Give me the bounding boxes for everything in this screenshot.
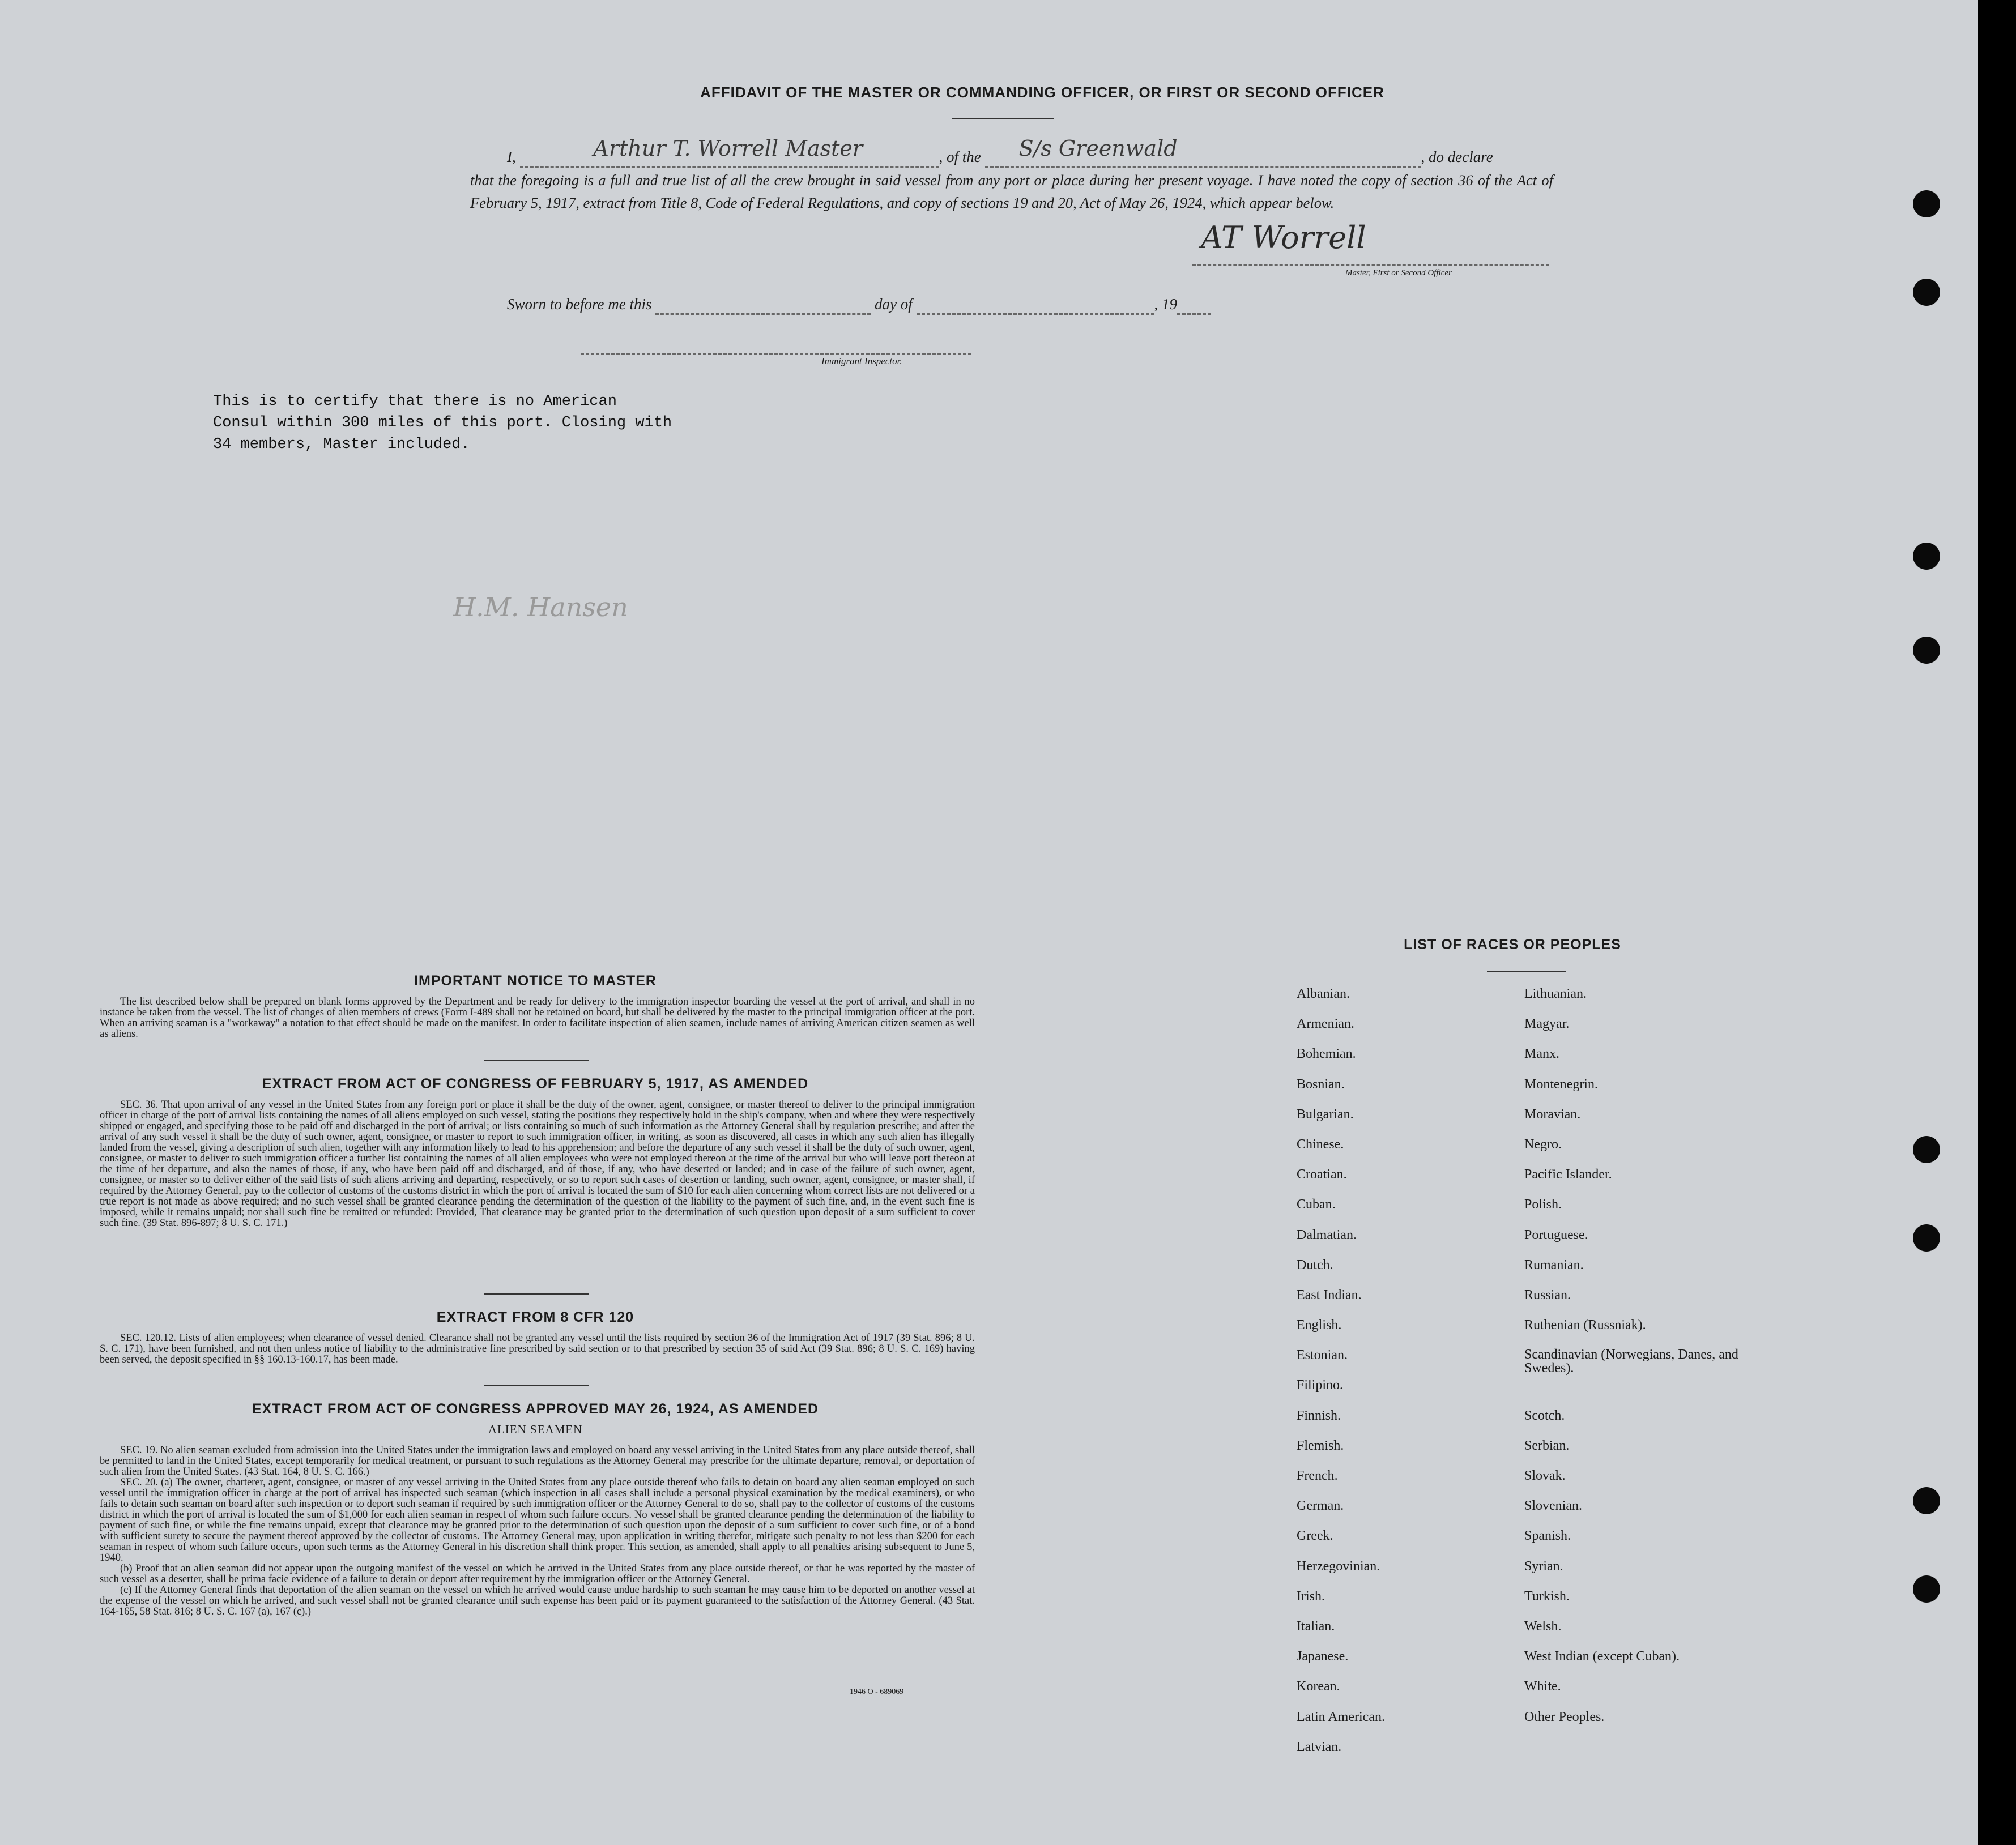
punch-hole [1913,279,1940,306]
sec-20c-paragraph: (c) If the Attorney General finds that deportation of the alien seaman on the vessel on which he arrived would cause undue hardship to such seaman he may cause him to be deported on another vessel at the expense of the vessel on which he arrived, and such vessel shall not be granted clearance until such expense has been paid or its payment guaranteed to the satisfaction of the Attorney General. (43 Stat. 164-165, 58 Stat. 816; 8 U. S. C. 167 (a), 167 (c).) [100,1585,975,1617]
race-item: Finnish. [1297,1408,1341,1423]
race-item: Irish. [1297,1588,1325,1604]
extract-1924-title: EXTRACT FROM ACT OF CONGRESS APPROVED MAY 26, 1924, AS AMENDED [252,1401,819,1417]
race-item: Turkish. [1524,1588,1570,1604]
race-item: White. [1524,1679,1561,1694]
inspector-signature-line [581,342,971,355]
race-item: Pacific Islander. [1524,1167,1612,1182]
of-the-label: , of the [939,148,981,165]
race-item: Syrian. [1524,1558,1563,1574]
punch-hole [1913,543,1940,570]
races-title: LIST OF RACES OR PEOPLES [1404,937,1621,953]
vessel-name-blank [985,136,1421,168]
vessel-name: S/s Greenwald [1018,136,1178,161]
title-separator [952,118,1054,119]
race-item: Italian. [1297,1618,1335,1634]
sworn-label: Sworn to before me this [507,296,652,313]
extract-cfr-text [100,1333,975,1365]
race-item: Russian. [1524,1287,1571,1302]
race-item: Polish. [1524,1197,1562,1212]
race-item: Chinese. [1297,1137,1344,1152]
race-item: Portuguese. [1524,1227,1588,1242]
year-blank [1177,296,1211,315]
inspector-caption: Immigrant Inspector. [821,356,902,366]
race-item: Korean. [1297,1679,1340,1694]
race-item: Flemish. [1297,1438,1344,1453]
race-item: Moravian. [1524,1107,1581,1122]
notice-text [100,997,975,1040]
separator [484,1060,589,1061]
race-item: Scandinavian (Norwegians, Danes, and Swedes). [1524,1347,1738,1376]
typed-line-2: Consul within 300 miles of this port. Closing with [213,415,672,432]
extract-1917-title: EXTRACT FROM ACT OF CONGRESS OF FEBRUARY 5, 1917, AS AMENDED [262,1076,809,1092]
sec-20a-paragraph: SEC. 20. (a) The owner, charterer, agent, consignee, or master of any vessel arriving in the United States from any place outside thereof who fails to detain on board any alien seaman employed on such vessel until the immigration officer in charge at the port of arrival has inspected such seaman (which inspection in all cases shall include a personal physical examination by the medical examiners), or who fails to detain such seaman on board after such inspection or to deport such seaman if required by such immigration officer or the Attorney General to do so, shall pay to the collector of customs of the customs district in which the port of arrival is located the sum of $1,000 for each alien seaman in respect of whom such failure occurs. No vessel shall be granted clearance pending the determination of the liability to payment of such fine, or while the fine remains unpaid, except that clearance may be granted prior to the determination of such question upon the deposit of a sum sufficient to cover such fine, or of a bond with sufficient surety to secure the payment thereof approved by the collector of customs. The Attorney General may, upon application in writing therefor, mitigate such penalty to not less than $200 for each seaman in respect of whom such failure occurs, upon such terms as the Attorney General in his discretion shall think proper. This section, as amended, shall apply to all penalties arising subsequent to June 5, 1940. [100,1477,975,1564]
race-item: Negro. [1524,1137,1562,1152]
race-item: Slovenian. [1524,1498,1582,1514]
race-item: Manx. [1524,1047,1559,1062]
master-signature: AT Worrell [1201,220,1366,255]
race-item: Dutch. [1297,1257,1333,1272]
race-item: Lithuanian. [1524,986,1587,1001]
separator [1487,971,1566,972]
race-item: Bohemian. [1297,1047,1356,1062]
typed-certification [213,391,672,455]
affidavit-title: AFFIDAVIT OF THE MASTER OR COMMANDING OFFICER, OR FIRST OR SECOND OFFICER [700,84,1384,101]
extract-1924-subtitle: ALIEN SEAMEN [488,1423,583,1436]
separator [484,1293,589,1295]
sec-19-paragraph: SEC. 19. No alien seaman excluded from admission into the United States under the immigration laws and employed on board any vessel arriving in the United States from any place outside thereof, shall be permitted to land in the United States, except temporarily for medical treatment, or pursuant to such regulations as the Attorney General may prescribe for the ultimate departure, removal, or deportation of such alien from the United States. (43 Stat. 164, 8 U. S. C. 166.) [100,1445,975,1477]
typed-line-1: This is to certify that there is no American [213,393,617,410]
race-item: Rumanian. [1524,1257,1584,1272]
race-item: Greek. [1297,1528,1333,1544]
race-item: Croatian. [1297,1167,1347,1182]
race-item: Herzegovinian. [1297,1558,1380,1574]
extract-1924-text [100,1445,975,1617]
sworn-month-blank [917,296,1154,315]
race-item: East Indian. [1297,1287,1362,1302]
race-item: Other Peoples. [1524,1709,1605,1724]
sworn-line [507,296,1300,315]
race-item: Scotch. [1524,1408,1565,1423]
race-item: Slovak. [1524,1468,1566,1483]
race-item: English. [1297,1318,1342,1333]
signature-line [1192,253,1549,266]
race-item: Estonian. [1297,1348,1348,1363]
race-item: Latvian. [1297,1739,1342,1754]
race-item: Filipino. [1297,1378,1344,1393]
race-item [1524,1378,1768,1408]
race-item: Dalmatian. [1297,1227,1357,1242]
race-item: Montenegrin. [1524,1077,1598,1092]
punch-hole [1913,637,1940,664]
i-label: I, [507,148,516,165]
extract-1917-text [100,1100,975,1229]
race-item: French. [1297,1468,1338,1483]
punch-hole [1913,1136,1940,1163]
punch-hole [1913,1575,1940,1603]
race-item: Spanish. [1524,1528,1571,1544]
sec-120-12-paragraph: SEC. 120.12. Lists of alien employees; when clearance of vessel denied. Clearance shall not be granted any vessel until the lists required by section 36 of the Immigration Act of 1917 (39 Stat. 896; 8 U. S. C. 171), have been furnished, and not then unless notice of liability to the administrative fine prescribed by said section or to that prescribed by section 35 of said Act (39 Stat. 896; 8 U. S. C. 169) having been served, the deposit specified in §§ 160.13-160.17, has been made. [100,1333,975,1365]
race-item: Albanian. [1297,986,1350,1001]
master-name: Arthur T. Worrell Master [593,136,863,161]
race-item: Bulgarian. [1297,1107,1354,1122]
year-prefix: , 19 [1154,296,1177,313]
race-item: Japanese. [1297,1649,1349,1664]
affidavit-first-line [507,136,1555,168]
do-declare-label: , do declare [1421,148,1493,165]
race-item: Serbian. [1524,1438,1570,1453]
punch-hole [1913,190,1940,217]
day-of-label: day of [875,296,913,313]
signature-caption: Master, First or Second Officer [1345,268,1452,277]
race-item: Latin American. [1297,1709,1385,1724]
print-code: 1946 O - 689069 [850,1688,904,1696]
race-item: Magyar. [1524,1017,1570,1032]
notice-title: IMPORTANT NOTICE TO MASTER [414,973,657,989]
extract-cfr-title: EXTRACT FROM 8 CFR 120 [436,1309,634,1325]
races-left-column [1297,986,1501,1770]
race-item: Armenian. [1297,1017,1354,1032]
race-item: German. [1297,1498,1344,1514]
affidavit-body: that the foregoing is a full and true list of all the crew brought in said vessel from any port or place during her present voyage. I have noted the copy of section 36 of the Act of February 5, 1917, extract from Title 8, Code of Federal Regulations, and copy of sections 19 and 20, Act of May 26, 1924, which appear below. [470,172,1553,211]
stamp-signature: H.M. Hansen [453,592,628,622]
race-item: Welsh. [1524,1618,1562,1634]
punch-hole [1913,1487,1940,1514]
sec-36-paragraph: SEC. 36. That upon arrival of any vessel in the United States from any foreign port or place it shall be the duty of the owner, agent, consignee, or master thereof to deliver to the principal immigration officer in charge of the port of arrival lists containing the names of all aliens employed on such vessel, stating the positions they respectively hold in the ship's company, when and where they were respectively shipped or engaged, and specifying those to be paid off and discharged in the port of arrival; or lists containing so much of such information as the Attorney General shall by regulation prescribe; and after the arrival of any such vessel it shall be the duty of such owner, agent, consignee, or master to report to such immigration officer, in writing, as soon as discovered, all cases in which any such alien has illegally landed from the vessel, giving a description of such alien, together with any information likely to lead to his apprehension; and before the departure of any such vessel it shall be the duty of such owner, agent, consignee, or master to deliver to such immigration officer a further list containing the names of all alien employees who were not employed thereon at the time of the arrival but who will leave port thereon at the time of her departure, and also the names of those, if any, who have been paid off and discharged, and of those, if any, who have deserted or landed; and in case of the failure of such owner, agent, consignee, or master so to deliver either of the said lists of such aliens arriving and departing, respectively, or so to report such cases of desertion or landing, such owner, agent, consignee, or master shall, if required by the Attorney General, pay to the collector of customs of the customs district in which the port of arrival is located the sum of $10 for each alien concerning whom correct lists are not delivered or a true report is not made as above required; and no such vessel shall be granted clearance pending the determination of the question of the liability to the payment of such fine, and, in the event such fine is imposed, while it remains unpaid; nor shall such fine be remitted or refunded: Provided, That clearance may be granted prior to the determination of such question upon deposit of a sum sufficient to cover such fine. (39 Stat. 896-897; 8 U. S. C. 171.) [100,1099,975,1229]
separator [484,1385,589,1386]
sworn-day-blank [655,296,871,315]
punch-hole [1913,1224,1940,1252]
races-right-column [1524,986,1768,1740]
race-item: Cuban. [1297,1197,1336,1212]
notice-paragraph: The list described below shall be prepared on blank forms approved by the Department and be ready for delivery to the immigration inspector boarding the vessel at the port of arrival, and shall in no instance be taken from the vessel. The list of changes of alien members of crews (Form I-489 shall not be retained on board, but shall be delivered by the master to the principal immigration officer at the port. When an arriving seaman is a "workaway" a notation to that effect should be made on the manifest. In order to facilitate inspection of alien seamen, include names of arriving American citizen seamen as well as aliens. [100,996,975,1040]
race-item: West Indian (except Cuban). [1524,1649,1680,1664]
master-name-blank [520,136,939,168]
race-item: Bosnian. [1297,1077,1345,1092]
race-item: Ruthenian (Russniak). [1524,1318,1646,1333]
sec-20b-paragraph: (b) Proof that an alien seaman did not appear upon the outgoing manifest of the vessel on which he arrived in the United States from any place outside thereof, or that he was reported by the master of such vessel as a deserter, shall be prima facie evidence of a failure to detain or deport after requirement by the immigration officer or the Attorney General. [100,1563,975,1585]
typed-line-3: 34 members, Master included. [213,436,470,453]
